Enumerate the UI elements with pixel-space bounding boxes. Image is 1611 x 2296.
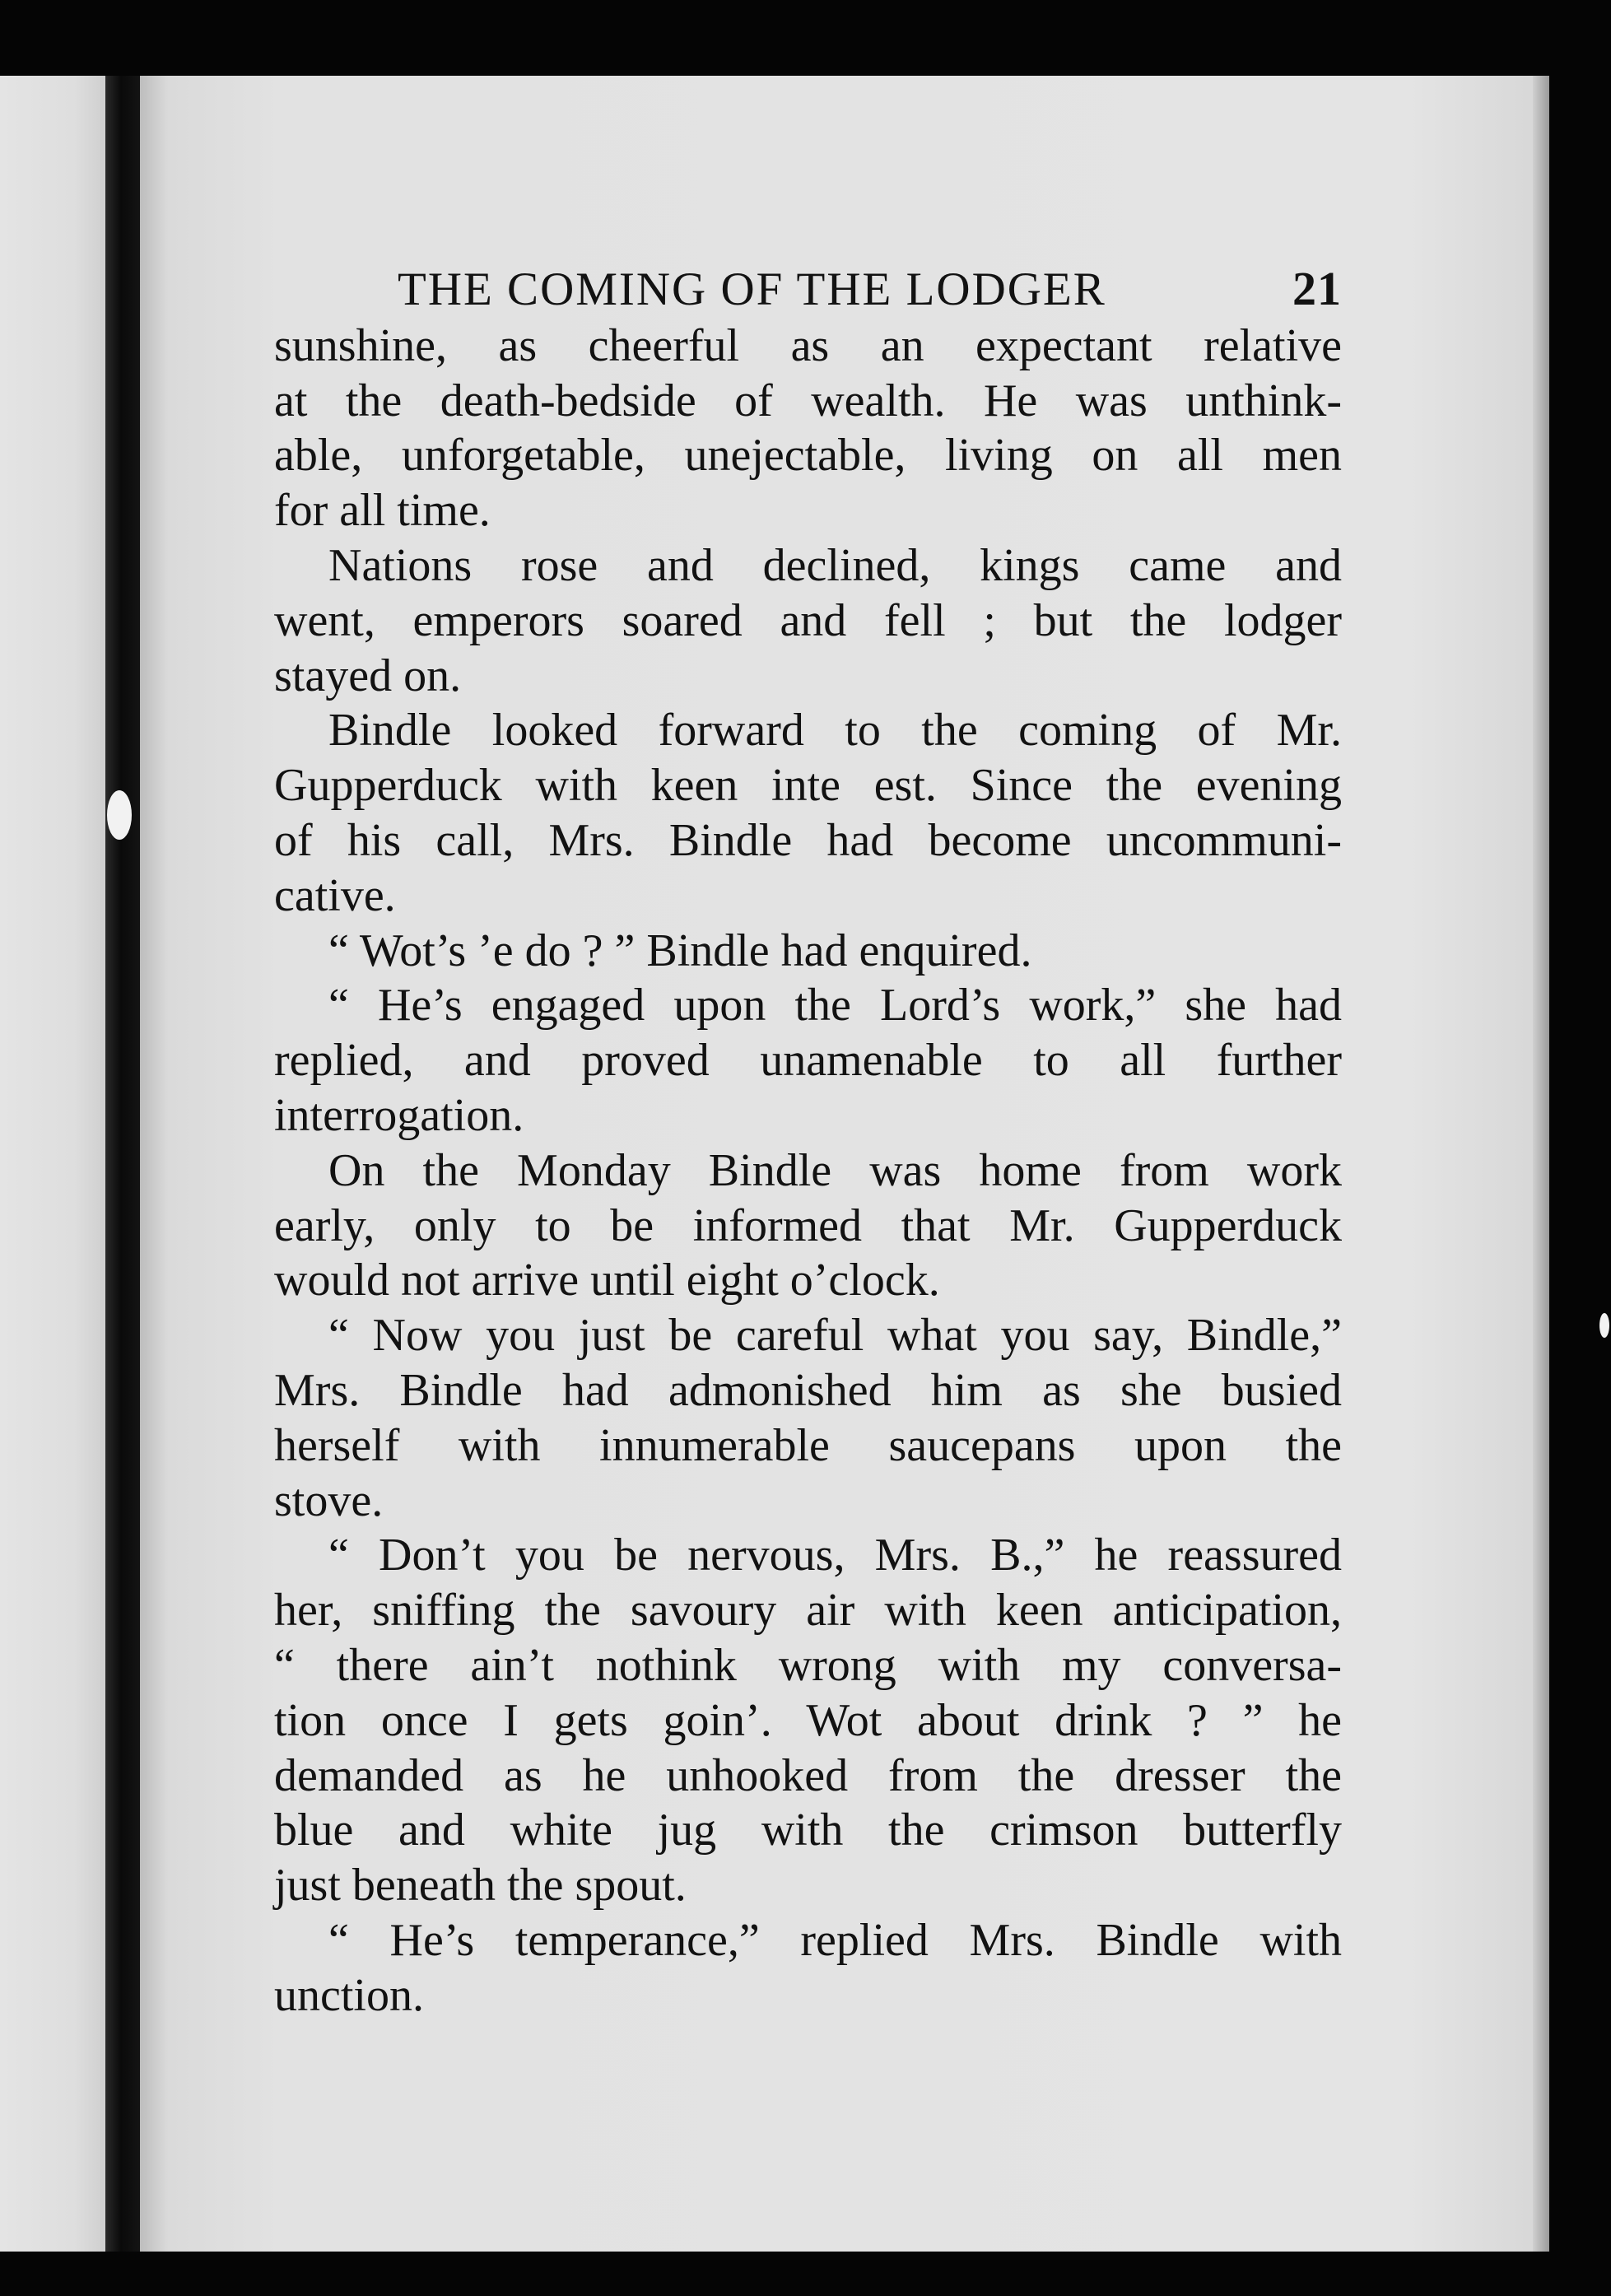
text-line: “ He’s engaged upon the Lord’s work,” she had — [328, 980, 1342, 1032]
text-line: “ there ain’t nothink wrong with my conversa- — [274, 1639, 1342, 1691]
text-line: at the death-bedside of wealth. He was unthink- — [274, 375, 1342, 426]
text-line: just beneath the spout. — [274, 1860, 687, 1912]
text-line: “ Now you just be careful what you say, Bindle,” — [328, 1310, 1342, 1362]
scan-border-right — [1549, 0, 1611, 2296]
scan-border-top — [0, 0, 1611, 76]
paragraph — [274, 538, 1342, 703]
text-line: of his call, Mrs. Bindle had become uncommuni- — [274, 814, 1342, 866]
text-line: Mrs. Bindle had admonished him as she busied — [274, 1364, 1342, 1416]
text-line: able, unforgetable, unejectable, living on all men — [274, 430, 1342, 482]
text-line: stove. — [274, 1474, 384, 1526]
text-line: “ He’s temperance,” replied Mrs. Bindle with — [328, 1914, 1342, 1966]
text-line: On the Monday Bindle was home from work — [328, 1144, 1342, 1196]
text-line: her, sniffing the savoury air with keen anticipation, — [274, 1585, 1342, 1637]
text-line: stayed on. — [274, 650, 462, 701]
page-text — [274, 262, 1342, 2024]
paragraph — [274, 1913, 1342, 2024]
text-line: Gupperduck with keen inte est. Since the evening — [274, 760, 1342, 812]
text-line: sunshine, as cheerful as an expectant relative — [274, 319, 1342, 371]
text-line: went, emperors soared and fell ; but the lodger — [274, 594, 1342, 646]
book-gutter — [105, 76, 140, 2252]
text-line: early, only to be informed that Mr. Gupperduck — [274, 1199, 1342, 1251]
paragraph — [274, 1308, 1342, 1528]
running-head — [274, 262, 1342, 317]
page-number: 21 — [1292, 262, 1342, 315]
scan-speck — [107, 790, 132, 840]
text-line: “ Don’t you be nervous, Mrs. B.,” he reassured — [328, 1530, 1342, 1581]
paragraph — [274, 1143, 1342, 1308]
text-line: “ Wot’s ’e do ? ” Bindle had enquired. — [328, 924, 1032, 976]
text-line: interrogation. — [274, 1089, 524, 1141]
text-line: demanded as he unhooked from the dresser the — [274, 1749, 1342, 1801]
paragraph — [274, 978, 1342, 1143]
text-line: Nations rose and declined, kings came and — [328, 539, 1342, 591]
text-line: Bindle looked forward to the coming of Mr. — [328, 705, 1342, 757]
running-head-title: THE COMING OF THE LODGER — [398, 263, 1106, 315]
text-line: replied, and proved unamenable to all further — [274, 1035, 1342, 1087]
text-line: for all time. — [274, 485, 491, 537]
body-text — [274, 319, 1342, 2024]
facing-page-edge — [0, 76, 105, 2252]
paragraph — [274, 319, 1342, 538]
text-line: cative. — [274, 869, 396, 921]
text-line: herself with innumerable saucepans upon the — [274, 1419, 1342, 1471]
paragraph — [274, 924, 1342, 979]
text-line: unction. — [274, 1969, 424, 2021]
scan-speck — [1599, 1313, 1609, 1338]
scan-border-bottom — [0, 2252, 1611, 2296]
text-line: blue and white jug with the crimson butterfly — [274, 1805, 1342, 1856]
page-edge-shadow — [1533, 76, 1549, 2252]
paragraph — [274, 703, 1342, 923]
paragraph — [274, 1528, 1342, 1913]
text-line: would not arrive until eight o’clock. — [274, 1255, 940, 1306]
text-line: tion once I gets goin’. Wot about drink ? ” he — [274, 1694, 1342, 1746]
